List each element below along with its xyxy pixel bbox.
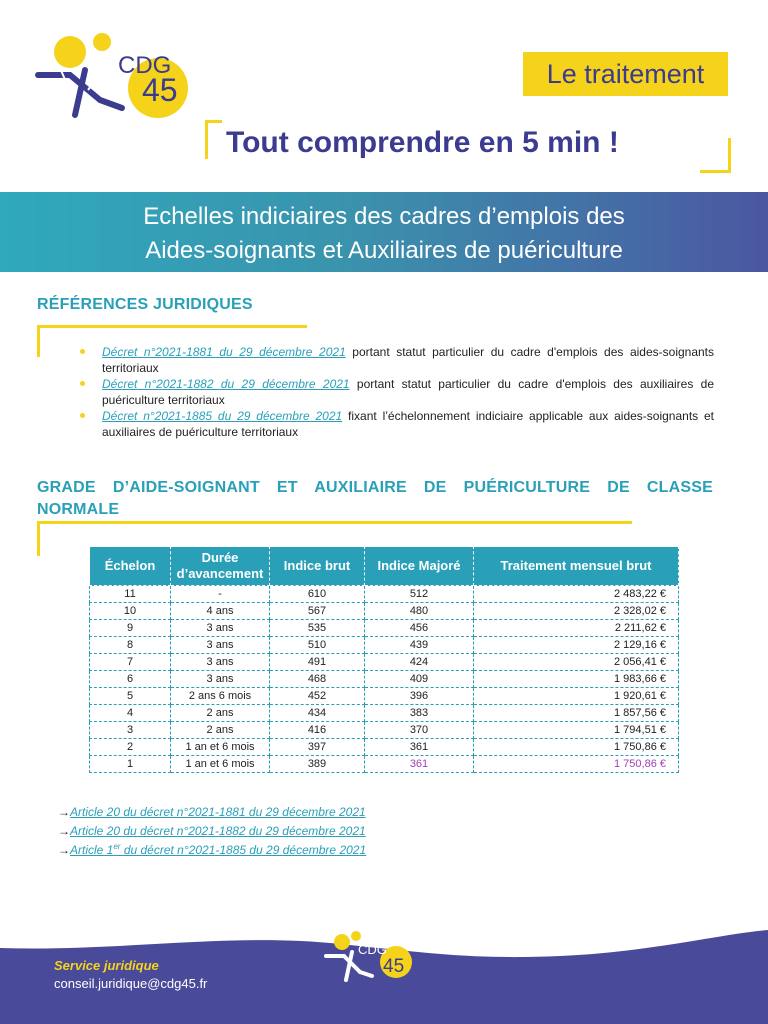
footer-logo-text-cdg: CDG (358, 942, 387, 957)
article-link-1882[interactable] (70, 824, 366, 838)
table-row (90, 620, 679, 637)
cell-indice-brut: 468 (270, 671, 365, 688)
table-row (90, 756, 679, 773)
table-row (90, 586, 679, 603)
references-underline-tick (37, 325, 40, 357)
article-link-sup: er (113, 842, 121, 851)
cell-indice-brut: 416 (270, 722, 365, 739)
subject-banner (0, 192, 768, 272)
grade-underline (37, 521, 632, 524)
cell-echelon: 7 (90, 654, 171, 671)
cell-indice-brut: 510 (270, 637, 365, 654)
cell-indice-brut: 434 (270, 705, 365, 722)
cell-traitement: 2 483,22 € (474, 586, 679, 603)
title-bracket-right (700, 138, 731, 173)
page-title: Tout comprendre en 5 min ! (226, 126, 619, 159)
cell-indice-majore: 409 (365, 671, 474, 688)
title-bracket-left (205, 120, 222, 159)
footer-email[interactable]: conseil.juridique@cdg45.fr (54, 976, 208, 991)
table-row (90, 688, 679, 705)
footer-service-label: Service juridique (54, 958, 159, 973)
cell-indice-majore: 456 (365, 620, 474, 637)
cell-indice-majore-highlight: 361 (365, 756, 474, 773)
reference-text: portant statut particulier du cadre d'emplois des auxiliaires de puériculture territoriaux (102, 377, 714, 407)
cell-duree: 3 ans (171, 671, 270, 688)
salary-scale-table (89, 546, 679, 773)
col-header-echelon: Échelon (90, 547, 171, 586)
article-link-1881[interactable] (70, 805, 366, 819)
cell-indice-brut: 397 (270, 739, 365, 756)
article-link-text: du décret n°2021-1885 du 29 décembre 2021 (120, 843, 367, 857)
cell-traitement: 2 056,41 € (474, 654, 679, 671)
col-header-indice-majore: Indice Majoré (365, 547, 474, 586)
logo-figure-icon (30, 30, 210, 130)
table-row (90, 739, 679, 756)
arrow-right-icon: → (58, 843, 70, 857)
cell-echelon: 1 (90, 756, 171, 773)
article-link-text: Article 20 (70, 824, 121, 838)
footer-logo-text-number: 45 (383, 956, 405, 977)
cell-indice-majore: 370 (365, 722, 474, 739)
reference-link-decret-1881[interactable]: Décret n°2021-1881 du 29 décembre 2021 (102, 345, 346, 359)
table-row (90, 637, 679, 654)
cell-echelon: 10 (90, 603, 171, 620)
reference-text: portant statut particulier du cadre d'emplois des aides-soignants territoriaux (102, 345, 715, 375)
banner-line-2: Aides-soignants et Auxiliaires de puériculture (145, 237, 623, 264)
cell-traitement: 2 211,62 € (474, 620, 679, 637)
table-row (90, 603, 679, 620)
logo-text-number: 45 (142, 72, 178, 108)
cell-echelon: 2 (90, 739, 171, 756)
arrow-right-icon: → (58, 805, 70, 819)
cell-duree: 1 an et 6 mois (171, 756, 270, 773)
table-row (90, 654, 679, 671)
cell-echelon: 4 (90, 705, 171, 722)
topic-tag: Le traitement (523, 52, 728, 96)
table-row (90, 722, 679, 739)
article-line (58, 820, 366, 839)
cell-traitement: 1 857,56 € (474, 705, 679, 722)
cell-indice-brut: 452 (270, 688, 365, 705)
cell-duree: 4 ans (171, 603, 270, 620)
cell-echelon: 3 (90, 722, 171, 739)
cell-indice-brut: 610 (270, 586, 365, 603)
footer-logo (322, 928, 422, 988)
article-link-text: du décret n°2021-1882 du 29 décembre 2021 (120, 824, 366, 838)
article-link-text: du décret n°2021-1881 du 29 décembre 2021 (120, 805, 366, 819)
reference-text: fixant l’échelonnement indiciaire applicable aux aides-soignants et auxiliaires de puériculture territoriaux (102, 409, 715, 439)
col-header-indice-brut: Indice brut (270, 547, 365, 586)
reference-link-decret-1885[interactable]: Décret n°2021-1885 du 29 décembre 2021 (102, 409, 343, 423)
cell-duree: - (171, 586, 270, 603)
cell-indice-brut: 491 (270, 654, 365, 671)
cell-traitement: 2 328,02 € (474, 603, 679, 620)
cell-duree: 1 an et 6 mois (171, 739, 270, 756)
grade-heading: GRADE D’AIDE-SOIGNANT ET AUXILIAIRE DE PUÉRICULTURE DE CLASSE NORMALE (37, 479, 713, 518)
article-references (58, 801, 366, 858)
cell-indice-brut: 535 (270, 620, 365, 637)
col-header-traitement: Traitement mensuel brut (474, 547, 679, 586)
banner-line-1: Echelles indiciaires des cadres d’emplois des (143, 203, 625, 230)
cell-indice-majore: 512 (365, 586, 474, 603)
cell-echelon: 6 (90, 671, 171, 688)
article-link-1885[interactable] (70, 843, 366, 857)
cell-traitement: 1 750,86 € (474, 739, 679, 756)
cell-indice-majore: 439 (365, 637, 474, 654)
cell-indice-majore: 361 (365, 739, 474, 756)
arrow-right-icon: → (58, 824, 70, 838)
table-header-row (90, 547, 679, 586)
cell-indice-brut: 567 (270, 603, 365, 620)
cell-indice-majore: 424 (365, 654, 474, 671)
reference-item (80, 408, 714, 440)
cell-echelon: 9 (90, 620, 171, 637)
cell-traitement: 1 920,61 € (474, 688, 679, 705)
cell-traitement: 1 794,51 € (474, 722, 679, 739)
cell-traitement-highlight: 1 750,86 € (474, 756, 679, 773)
table-row (90, 671, 679, 688)
cell-duree: 2 ans (171, 705, 270, 722)
logo-text-cdg: CDG (118, 52, 172, 79)
references-heading: RÉFÉRENCES JURIDIQUES (37, 296, 253, 313)
cell-echelon: 11 (90, 586, 171, 603)
cdg45-logo (30, 30, 210, 130)
reference-item (80, 344, 714, 376)
cell-echelon: 5 (90, 688, 171, 705)
article-link-text: Article 1 (70, 843, 114, 857)
table-row (90, 705, 679, 722)
cell-indice-majore: 383 (365, 705, 474, 722)
footer-logo-figure-icon (322, 928, 422, 988)
cell-traitement: 2 129,16 € (474, 637, 679, 654)
cell-indice-majore: 396 (365, 688, 474, 705)
article-line (58, 839, 366, 858)
reference-link-decret-1882[interactable]: Décret n°2021-1882 du 29 décembre 2021 (102, 377, 350, 391)
cell-echelon: 8 (90, 637, 171, 654)
article-link-text: Article 20 (70, 805, 121, 819)
cell-duree: 3 ans (171, 620, 270, 637)
references-underline (37, 325, 307, 328)
grade-underline-tick (37, 521, 40, 556)
cell-duree: 2 ans (171, 722, 270, 739)
cell-indice-brut: 389 (270, 756, 365, 773)
cell-duree: 3 ans (171, 654, 270, 671)
cell-traitement: 1 983,66 € (474, 671, 679, 688)
references-list (80, 344, 714, 440)
cell-indice-majore: 480 (365, 603, 474, 620)
cell-duree: 3 ans (171, 637, 270, 654)
cell-duree: 2 ans 6 mois (171, 688, 270, 705)
article-line (58, 801, 366, 820)
col-header-duree: Durée d’avancement (171, 547, 270, 586)
reference-item (80, 376, 714, 408)
